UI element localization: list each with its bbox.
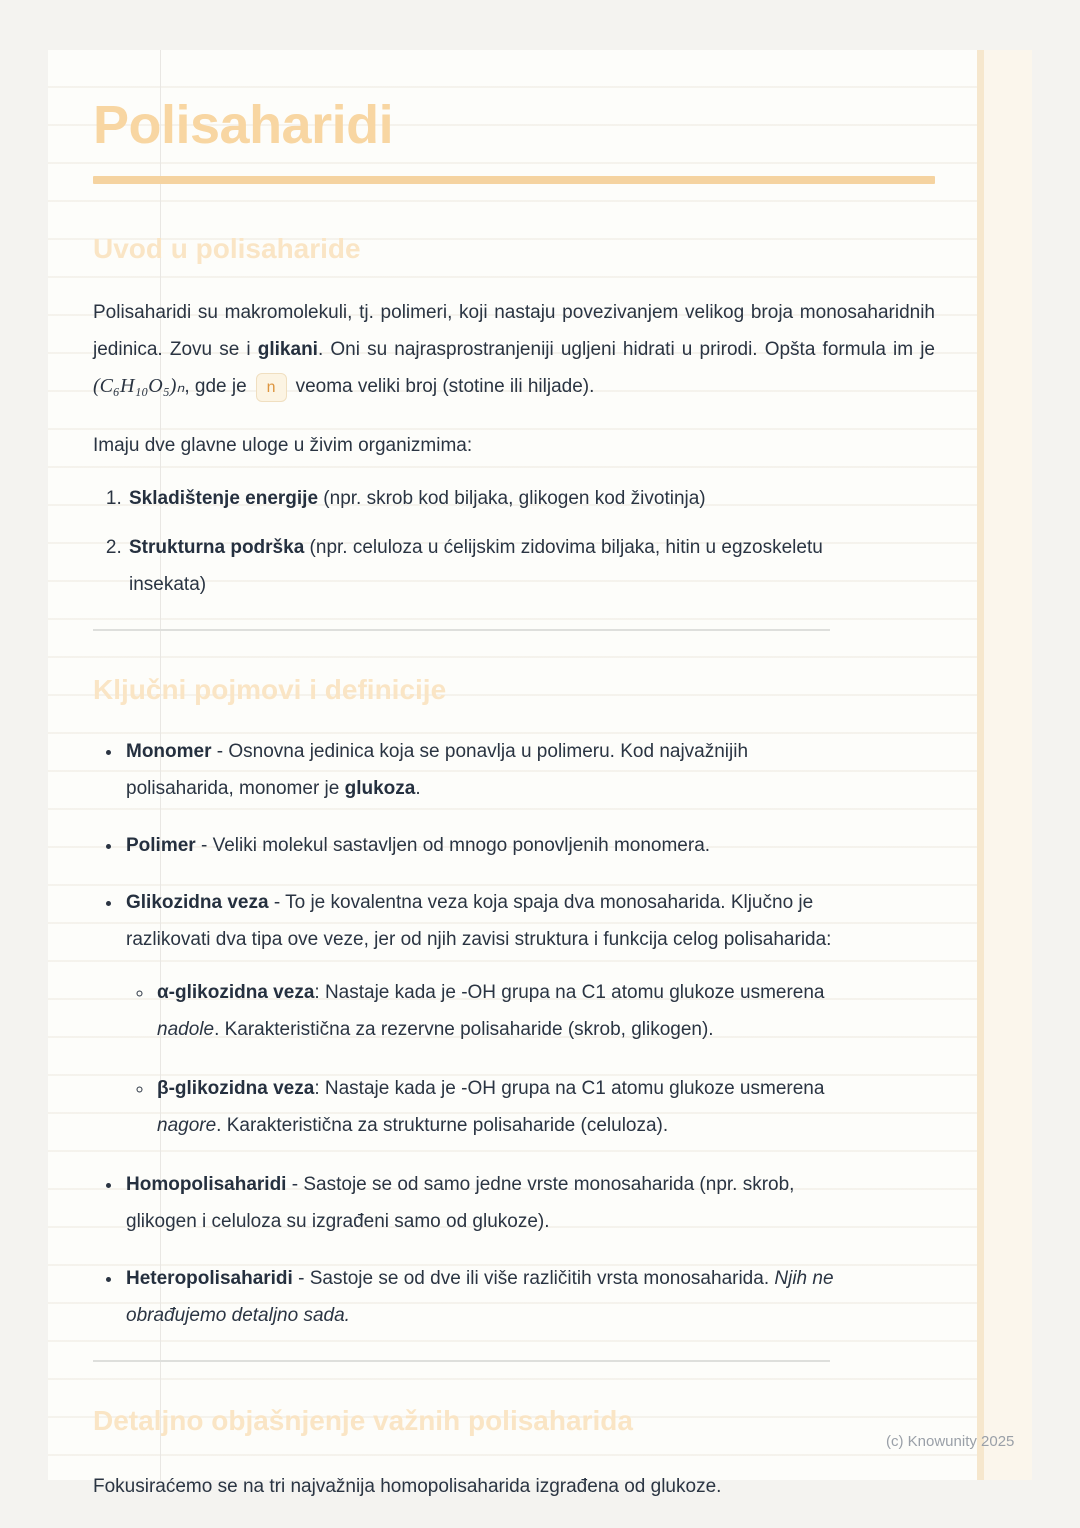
list-item-energy-storage [127,480,843,517]
term-label: Heteropolisaharidi [126,1268,293,1289]
intro-text-2: . Oni su najrasprostranjeniji ugljeni hidrati u prirodi. Opšta formula im je [317,339,935,360]
notes-page [48,50,1032,1497]
term-beta-glycosidic-bond [154,1070,834,1144]
roles-list [93,480,843,603]
term-italic-nagore: nagore [157,1115,217,1136]
intro-text-3: , gde je [184,376,247,397]
section-divider [93,629,830,631]
term-glikozidna-veza [123,884,839,1144]
role-description: (npr. celuloza u ćelijskim zidovima biljaka, hitin u egzoskeletu insekata) [129,537,823,595]
title-underline [93,176,935,184]
term-definition: Sastoje se od samo jedne vrste monosaharida (npr. skrob, glikogen i celuloza su izgrađeni samo od glukoze). [126,1174,795,1232]
section-heading-intro: Uvod u polisaharide [93,233,361,264]
term-label: α-glikozidna veza [157,982,315,1003]
term-italic-note: Njih ne obrađujemo detaljno sada. [126,1268,834,1326]
term-definition: Veliki molekul sastavljen od mnogo ponovljenih monomera. [212,835,711,856]
intro-text-4: veoma veliki broj (stotine ili hiljade). [295,376,595,397]
list-item-structural-support [127,529,843,603]
role-term: Skladištenje energije [129,488,319,509]
term-definition-end: . Karakteristična za strukturne polisaharide (celuloza). [216,1115,669,1136]
paragraph-roles-intro: Imaju dve glavne uloge u živim organizmima: [93,435,473,456]
term-separator: - [211,741,229,762]
page-content [93,50,935,1505]
term-label: Monomer [126,741,212,762]
term-definition: Sastoje se od dve ili više različitih vrsta monosaharida. [309,1268,775,1289]
chemical-formula: (C₆H₁₀O₅)ₙ [93,375,185,397]
term-heteropolisaharidi [123,1260,839,1334]
copyright-watermark: (c) Knowunity 2025 [886,1433,1015,1450]
paragraph-focus: Fokusiraćemo se na tri najvažnija homopolisaharida izgrađena od glukoze. [93,1476,722,1497]
term-homopolisaharidi [123,1166,839,1240]
term-definition-end: . Karakteristična za rezervne polisaharide (skrob, glikogen). [214,1019,714,1040]
role-term: Strukturna podrška [129,537,305,558]
term-label: Polimer [126,835,196,856]
term-label: β-glikozidna veza [157,1078,315,1099]
term-separator: : [314,982,325,1003]
term-separator: - [286,1174,304,1195]
term-definition: Osnovna jedinica koja se ponavlja u polimeru. Kod najvažnijih polisaharida, monomer je [126,741,749,799]
term-monomer [123,733,839,807]
intro-text-1: Polisaharidi su makromolekuli, tj. polimeri, koji nastaju povezivanjem velikog broja monosaharidnih jedinica. Zovu se i [93,302,935,360]
term-separator: - [195,835,213,856]
notebook-right-strip [984,50,1032,1480]
term-italic-nadole: nadole [157,1019,215,1040]
intro-bold-glikani: glikani [257,339,318,360]
term-label: Homopolisaharidi [126,1174,287,1195]
section-heading-terms: Ključni pojmovi i definicije [93,674,447,705]
term-definition-end: . [415,778,421,799]
bond-types-list [126,974,834,1144]
term-definition: Nastaje kada je -OH grupa na C1 atomu glukoze usmerena [324,982,825,1003]
term-alpha-glycosidic-bond [154,974,834,1048]
section-heading-detail: Detaljno objašnjenje važnih polisaharida [93,1405,633,1436]
paragraph-intro [93,294,935,405]
n-variable-badge: n [256,373,287,402]
notebook-right-line [977,50,984,1480]
section-divider [93,1360,830,1362]
terms-list [93,733,839,1334]
term-bold-glukoza: glukoza [344,778,416,799]
term-separator: - [292,1268,310,1289]
role-description: (npr. skrob kod biljaka, glikogen kod životinja) [318,488,706,509]
term-definition: Nastaje kada je -OH grupa na C1 atomu glukoze usmerena [324,1078,825,1099]
term-label: Glikozidna veza [126,892,269,913]
term-polimer [123,827,839,864]
term-definition: To je kovalentna veza koja spaja dva monosaharida. Ključno je razlikovati dva tipa ove veze, jer od njih zavisi struktura i funkcija celog polisaharida: [126,892,832,950]
term-separator: : [314,1078,325,1099]
page-title: Polisaharidi [93,95,394,155]
term-separator: - [268,892,286,913]
